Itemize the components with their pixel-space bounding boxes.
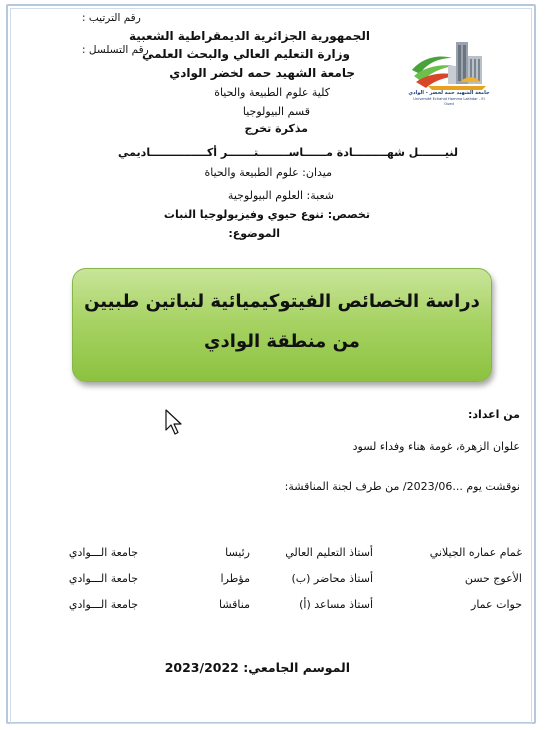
committee-university: جامعة الـــوادي bbox=[68, 546, 138, 559]
committee-rank: أستاذ التعليم العالي bbox=[285, 546, 373, 559]
committee-rank: أستاذ محاضر (ب) bbox=[291, 572, 373, 585]
committee-name: غمام عماره الجيلاني bbox=[429, 546, 522, 559]
title-banner bbox=[72, 268, 492, 382]
title-line-1: دراسة الخصائص الفيتوكيميائية لنباتين طبيين bbox=[84, 291, 480, 312]
title-line-2: من منطقة الوادي bbox=[204, 331, 360, 352]
ministry-title: وزارة التعليم العالي والبحث العلمي bbox=[141, 47, 350, 61]
mouse-pointer-icon bbox=[164, 408, 186, 436]
committee-role: مؤطرا bbox=[220, 572, 250, 585]
republic-title: الجمهورية الجزائرية الديمقراطية الشعبية bbox=[128, 29, 370, 43]
university-title: جامعة الشهيد حمه لخضر الوادي bbox=[169, 66, 355, 80]
degree-title: لنيـــــــل شهـــــــــادة مــــــاســــــــتـــــــر أكـــــــــــــــاديمي bbox=[118, 146, 458, 159]
committee-role: مناقشا bbox=[219, 598, 250, 611]
committee-rank: أستاذ مساعد (أ) bbox=[299, 598, 373, 611]
faculty-title: كلية علوم الطبيعة والحياة bbox=[214, 86, 330, 99]
logo-arabic-text: جامعة الشهيد حمه لخضر - الوادي bbox=[408, 90, 490, 96]
memo-title: مذكرة تخرج bbox=[244, 122, 308, 135]
prepared-label: من اعداد: bbox=[468, 408, 520, 421]
discussion-date: نوقشت يوم ...2023/06/ من طرف لجنة المناقشة: bbox=[284, 480, 520, 493]
university-logo bbox=[408, 36, 490, 106]
department-title: قسم البيولوجيا bbox=[242, 105, 310, 118]
committee-university: جامعة الـــوادي bbox=[68, 598, 138, 611]
committee-role: رئيسا bbox=[225, 546, 250, 559]
specialty-line: تخصص: تنوع حيوي وفيزيولوجيا النبات bbox=[163, 208, 370, 221]
subject-label: الموضوع: bbox=[228, 227, 280, 240]
committee-name: الأعوج حسن bbox=[464, 572, 522, 585]
rank-label: رقم الترتيب : bbox=[82, 12, 141, 24]
serial-label: رقم التسلسل : bbox=[82, 44, 149, 56]
branch-line: شعبة: العلوم البيولوجية bbox=[227, 189, 334, 202]
academic-year: الموسم الجامعي: 2023/2022 bbox=[164, 660, 350, 675]
committee-university: جامعة الـــوادي bbox=[68, 572, 138, 585]
committee-name: حوات عمار bbox=[471, 598, 522, 611]
logo-latin-text: Université Echahid Hamma Lakhdar - El Oued bbox=[413, 97, 485, 106]
field-line: ميدان: علوم الطبيعة والحياة bbox=[204, 166, 332, 179]
student-names: علوان الزهرة، غومة هناء وفداء لسود bbox=[352, 440, 520, 453]
